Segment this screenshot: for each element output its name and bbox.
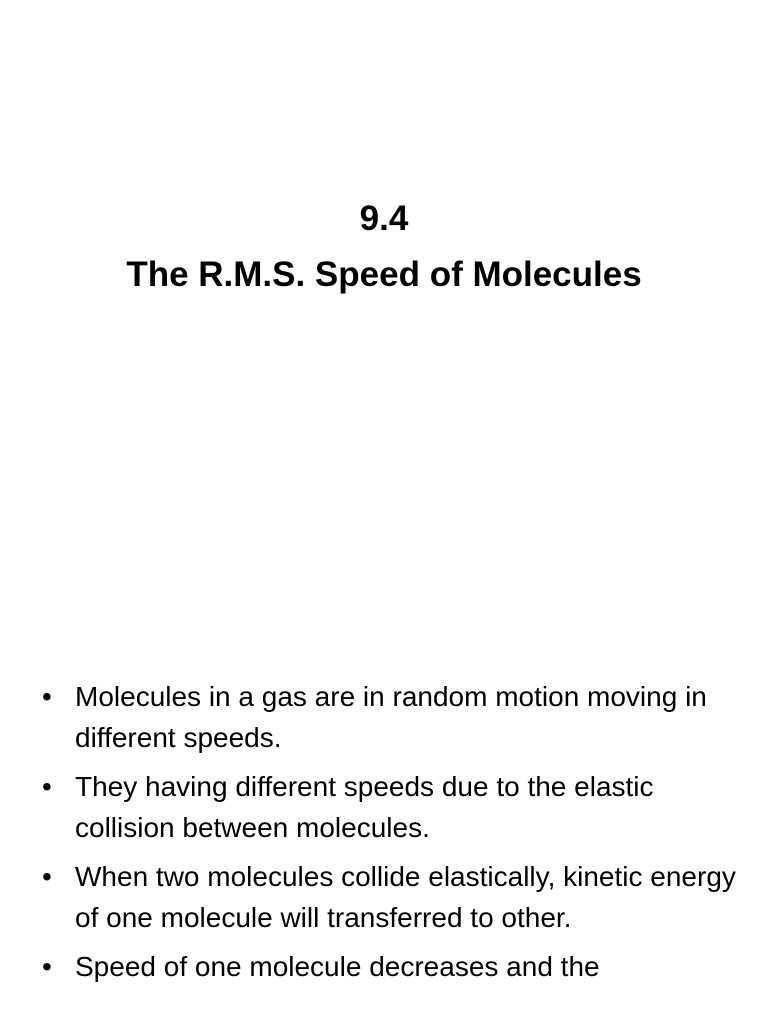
bullet-dot-icon: • bbox=[42, 861, 52, 892]
bullet-text: When two molecules collide elastically, kinetic energy of one molecule will transferred to other. bbox=[75, 861, 736, 933]
bullet-item bbox=[40, 766, 740, 848]
bullet-dot-icon: • bbox=[42, 771, 52, 802]
bullet-dot-icon: • bbox=[42, 681, 52, 712]
bullet-item bbox=[40, 856, 740, 938]
section-number: 9.4 bbox=[359, 199, 409, 238]
bullet-list bbox=[40, 676, 740, 995]
bullet-text: They having different speeds due to the elastic collision between molecules. bbox=[75, 771, 654, 843]
bullet-dot-icon: • bbox=[42, 951, 52, 982]
bullet-item bbox=[40, 946, 740, 987]
bullet-item bbox=[40, 676, 740, 758]
bullet-text: Speed of one molecule decreases and the bbox=[75, 951, 600, 982]
title-text: The R.M.S. Speed of Molecules bbox=[126, 255, 642, 294]
bullet-text: Molecules in a gas are in random motion moving in different speeds. bbox=[75, 681, 707, 753]
slide-title bbox=[0, 191, 768, 303]
